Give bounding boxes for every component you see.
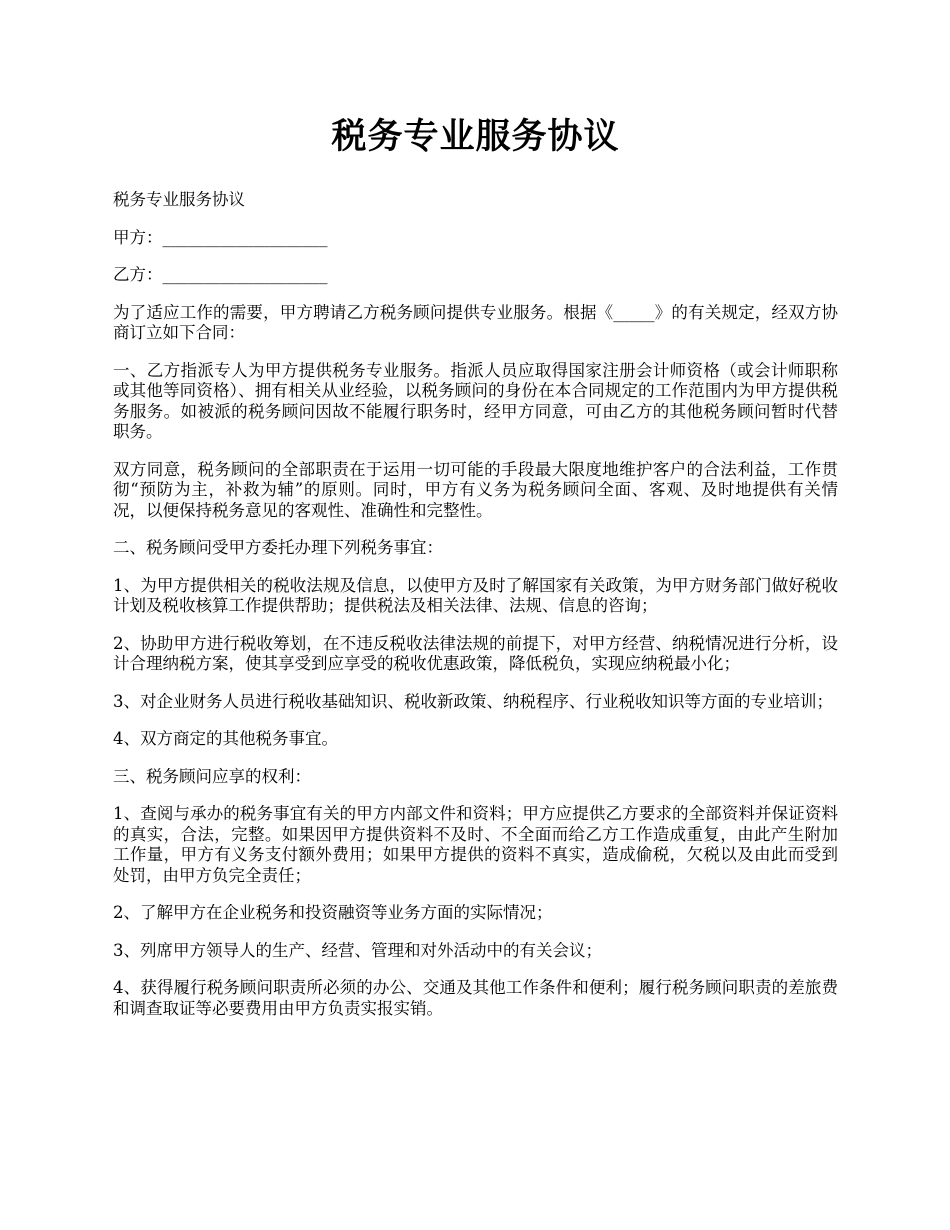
section-2-item-4: 4、双方商定的其他税务事宜。	[113, 729, 338, 748]
party-b-line: 乙方：____________________	[113, 265, 328, 284]
section-2-heading: 二、税务顾问受甲方委托办理下列税务事宜：	[113, 538, 443, 557]
party-a-line: 甲方：____________________	[113, 227, 328, 247]
clause-1-paragraph: 一、乙方指派专人为甲方提供税务专业服务。指派人员应取得国家注册会计师资格（或会计师职称或其他等同资格）、拥有相关从业经验，以税务顾问的身份在本合同规定的工作范围内为甲方提供税务服务。如被派的税务顾问因故不能履行职务时，经甲方同意，可由乙方的其他税务顾问暂时代替职务。	[113, 360, 838, 441]
section-3-item-4: 4、获得履行税务顾问职责所必须的办公、交通及其他工作条件和便利；履行税务顾问职责的差旅费和调查取证等必要费用由甲方负责实报实销。	[113, 978, 838, 1018]
document-title: 税务专业服务协议	[331, 117, 620, 157]
section-3-heading: 三、税务顾问应享的权利：	[113, 766, 311, 786]
section-2-item-1: 1、为甲方提供相关的税收法规及信息，以使甲方及时了解国家有关政策，为甲方财务部门做好税收计划及税收核算工作提供帮助；提供税法及相关法律、法规、信息的咨询；	[113, 575, 838, 615]
subtitle-paragraph: 税务专业服务协议	[113, 190, 245, 209]
section-3-item-3: 3、列席甲方领导人的生产、经营、管理和对外活动中的有关会议；	[113, 940, 602, 960]
section-2-item-2: 2、协助甲方进行税收筹划，在不违反税收法律法规的前提下，对甲方经营、纳税情况进行分析，设计合理纳税方案，使其享受到应享受的税收优惠政策，降低税负，实现应纳税最小化；	[113, 633, 838, 673]
preamble-paragraph: 为了适应工作的需要，甲方聘请乙方税务顾问提供专业服务。根据《_____》的有关规定，经双方协商订立如下合同：	[113, 302, 838, 342]
section-3-item-1: 1、查阅与承办的税务事宜有关的甲方内部文件和资料；甲方应提供乙方要求的全部资料并保证资料的真实，合法，完整。如果因甲方提供资料不及时、不全面而给乙方工作造成重复，由此产生附加工作量，甲方有义务支付额外费用；如果甲方提供的资料不真实，造成偷税，欠税以及由此而受到处罚，由甲方负完全责任；	[113, 804, 838, 885]
section-2-item-3: 3、对企业财务人员进行税收基础知识、税收新政策、纳税程序、行业税收知识等方面的专业培训；	[113, 691, 833, 711]
agreement-paragraph: 双方同意，税务顾问的全部职责在于运用一切可能的手段最大限度地维护客户的合法利益，工作贯彻“预防为主，补救为辅”的原则。同时，甲方有义务为税务顾问全面、客观、及时地提供有关情况，以便保持税务意见的客观性、准确性和完整性。	[113, 459, 838, 520]
section-3-item-2: 2、了解甲方在企业税务和投资融资等业务方面的实际情况；	[113, 903, 553, 922]
